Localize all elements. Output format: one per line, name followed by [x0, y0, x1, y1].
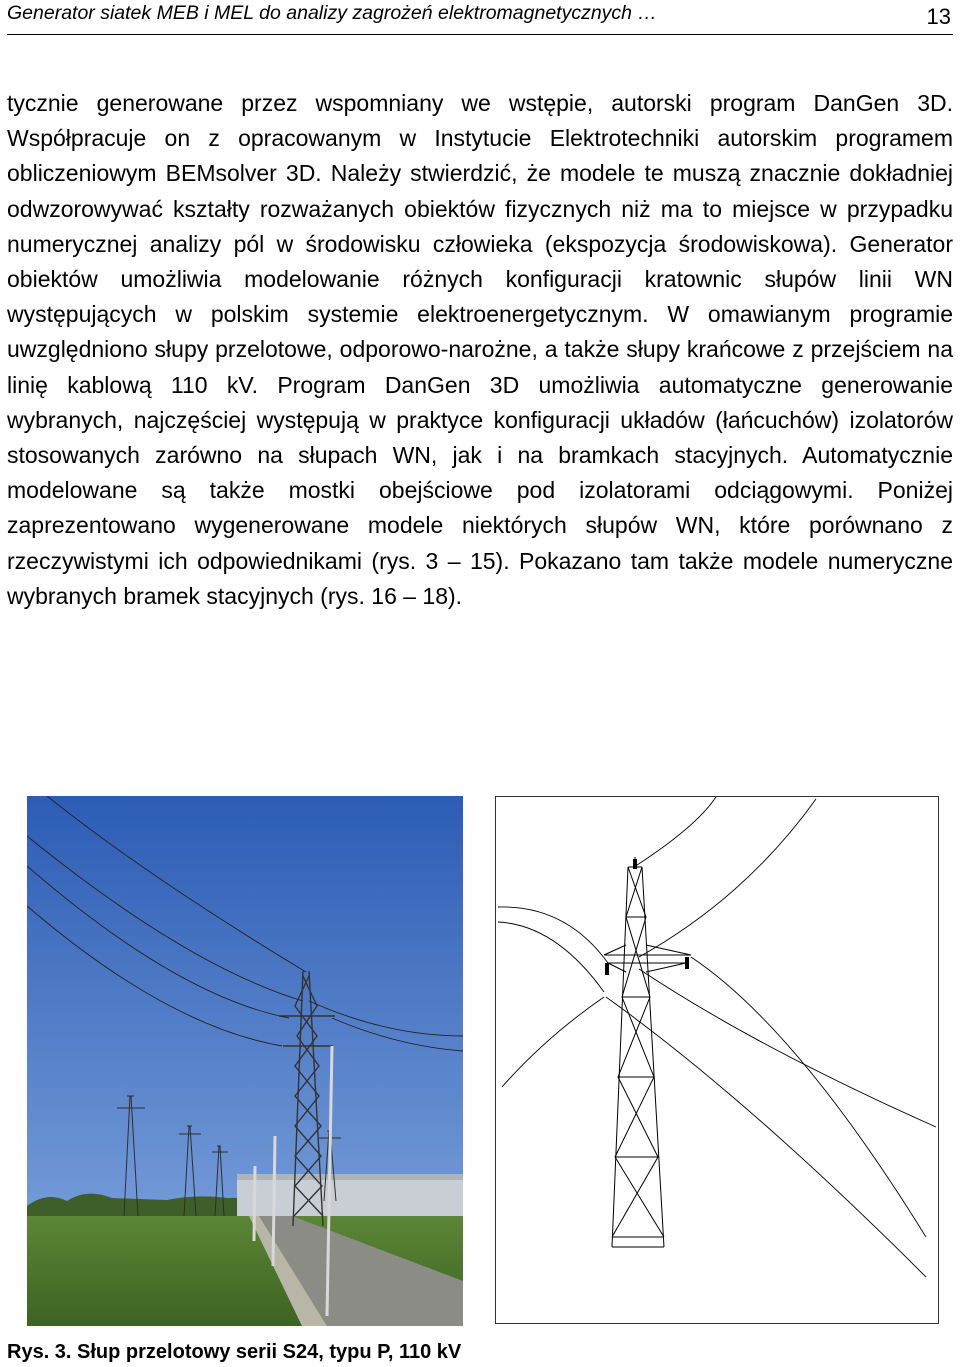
figure-caption: Rys. 3. Słup przelotowy serii S24, typu P, 110 kV — [7, 1341, 462, 1363]
pylon-model-figure — [495, 796, 939, 1324]
running-header-title: Generator siatek MEB i MEL do analizy zagrożeń elektromagnetycznych … — [7, 2, 657, 24]
page-number: 13 — [926, 4, 951, 29]
model-conductors — [498, 797, 936, 1277]
body-paragraph: tycznie generowane przez wspomniany we wstępie, autorski program DanGen 3D. Współpracuje on z opracowanym w Instytucie Elektrotechniki autorskim programem obliczeniowym BEMsolver 3D. Należy stwierdzić, że modele te muszą znacznie dokładniej odwzorowywać kształty rozważanych obiektów fizycznych niż ma to miejsce w przypadku numerycznej analizy pól w środowisku człowieka (ekspozycja środowiskowa). Generator obiektów umożliwia modelowanie różnych konfiguracji kratownic słupów linii WN występujących w polskim systemie elektroenergetycznym. W omawianym programie uwzględniono słupy przelotowe, odporowo-narożne, a także słupy krańcowe z przejściem na linię kablową 110 kV. Program DanGen 3D umożliwia automatyczne generowanie wybranych, najczęściej występują w praktyce konfiguracji układów (łańcuchów) izolatorów stosowanych zarówno na słupach WN, jak i na bramkach stacyjnych. Automatycznie modelowane są także mostki obejściowe pod izolatorami odciągowymi. Poniżej zaprezentowano wygenerowane modele niektórych słupów WN, które porównano z rzeczywistymi ich odpowiednikami (rys. 3 – 15). Pokazano tam także modele numeryczne wybranych bramek stacyjnych (rys. 16 – 18). — [7, 90, 953, 609]
running-header — [7, 0, 953, 35]
warehouse — [237, 1178, 463, 1218]
pylon-photo — [27, 796, 463, 1326]
